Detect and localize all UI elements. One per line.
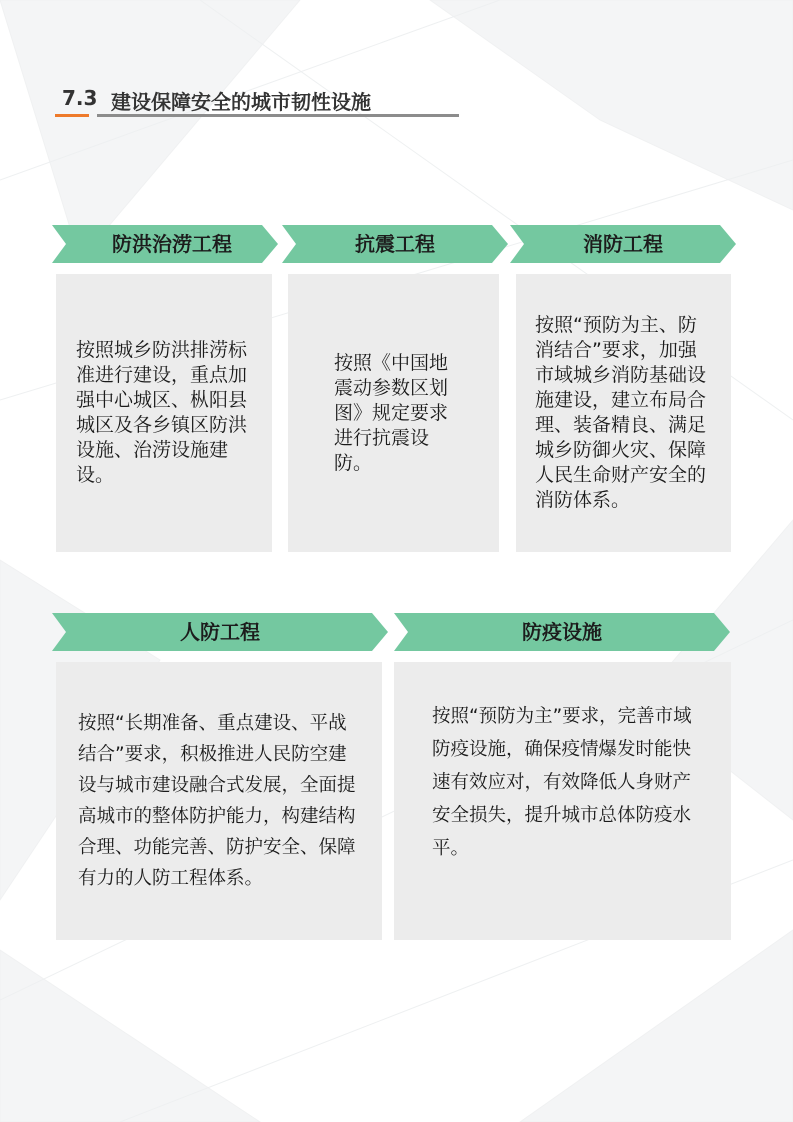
banner-label: 消防工程 xyxy=(583,232,663,256)
section-title: 建设保障安全的城市韧性设施 xyxy=(111,90,371,114)
card-body: 按照“长期准备、重点建设、平战结合”要求，积极推进人民防空建设与城市建设融合式发展，全面提高城市的整体防护能力，构建结构合理、功能完善、防护安全、保障有力的人防工程体系。 xyxy=(78,713,356,889)
title-underline xyxy=(97,114,459,117)
card-body: 按照“预防为主、防消结合”要求，加强市域城乡消防基础设施建设，建立布局合理、装备精良、满足城乡防御火灾、保障人民生命财产安全的消防体系。 xyxy=(535,314,707,511)
card-earthquake xyxy=(288,274,499,552)
card-body: 按照“预防为主”要求，完善市域防疫设施，确保疫情爆发时能快速有效应对，有效降低人身财产安全损失，提升城市总体防疫水平。 xyxy=(432,706,692,859)
card-body: 按照《中国地震动参数区划图》规定要求进行抗震设防。 xyxy=(334,351,449,474)
banner-civil-air-defense xyxy=(52,613,388,651)
banner-epidemic-prevention xyxy=(394,613,730,651)
banner-flood-control xyxy=(52,225,278,263)
title-accent-bar xyxy=(55,114,89,117)
card-flood-control xyxy=(56,274,272,552)
banner-label: 防疫设施 xyxy=(522,620,602,644)
section-number: 7.3 xyxy=(62,86,98,110)
banner-label: 抗震工程 xyxy=(355,232,435,256)
banner-earthquake xyxy=(282,225,508,263)
banner-label: 防洪治涝工程 xyxy=(112,232,232,256)
banner-fire-protection xyxy=(510,225,736,263)
card-body: 按照城乡防洪排涝标准进行建设，重点加强中心城区、枞阳县城区及各乡镇区防洪设施、治涝设施建设。 xyxy=(76,339,248,486)
card-civil-air-defense xyxy=(56,662,382,940)
card-epidemic-prevention xyxy=(394,662,731,940)
card-fire-protection xyxy=(516,274,731,552)
banner-label: 人防工程 xyxy=(180,620,260,644)
